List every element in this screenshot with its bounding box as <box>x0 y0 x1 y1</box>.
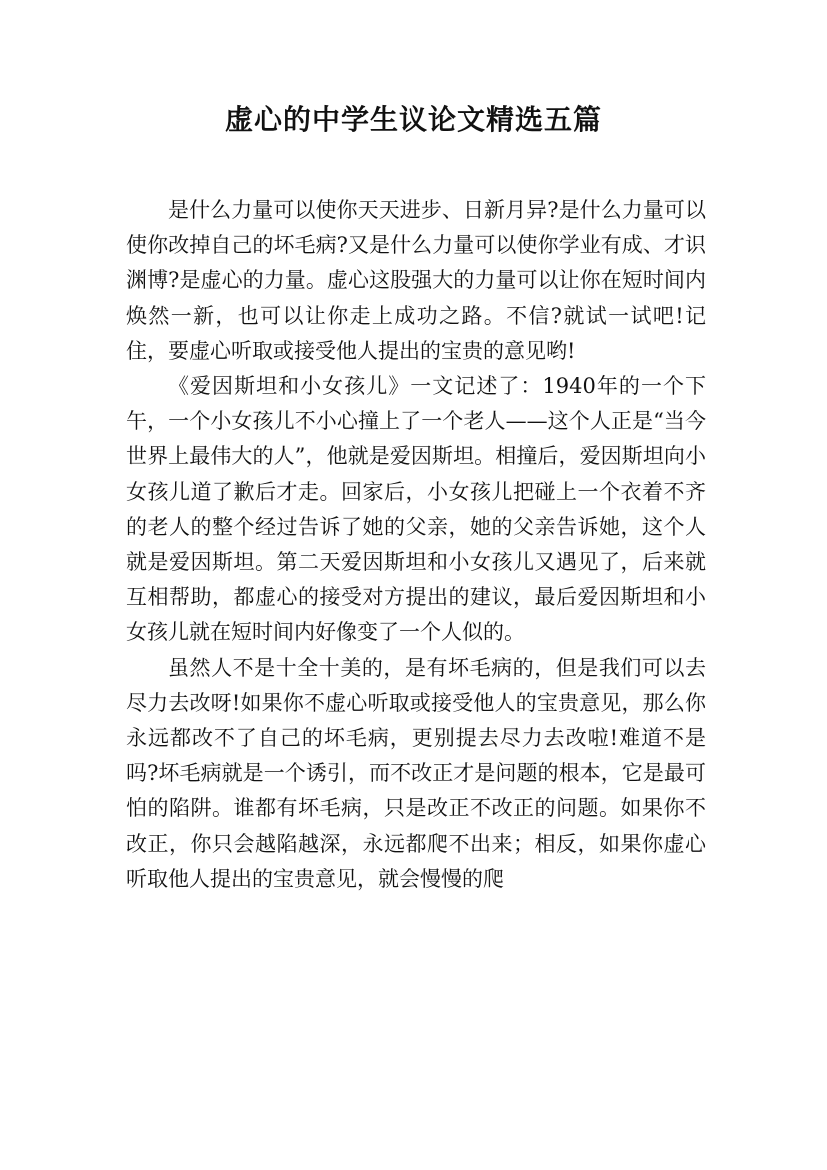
paragraph-1: 是什么力量可以使你天天进步、日新月异?是什么力量可以使你改掉自己的坏毛病?又是什么力量可以使你学业有成、才识渊博?是虚心的力量。虚心这股强大的力量可以让你在短时间内焕然一新，也可以让你走上成功之路。不信?就试一试吧!记住，要虚心听取或接受他人提出的宝贵的意见哟! <box>126 198 706 363</box>
document-title: 虚心的中学生议论文精选五篇 <box>224 103 602 136</box>
paragraph-3: 虽然人不是十全十美的，是有坏毛病的，但是我们可以去尽力去改呀!如果你不虚心听取或接受他人的宝贵意见，那么你永远都改不了自己的坏毛病，更别提去尽力去改啦!难道不是吗?坏毛病就是一个诱引，而不改正才是问题的根本，它是最可怕的陷阱。谁都有坏毛病，只是改正不改正的问题。如果你不改正，你只会越陷越深，永远都爬不出来；相反，如果你虚心听取他人提出的宝贵意见，就会慢慢的爬 <box>126 655 706 891</box>
paragraph-2: 《爱因斯坦和小女孩儿》一文记述了：1940年的一个下午，一个小女孩儿不小心撞上了一个老人——这个人正是“当今世界上最伟大的人”，他就是爱因斯坦。相撞后，爱因斯坦向小女孩儿道了歉后才走。回家后，小女孩儿把碰上一个衣着不齐的老人的整个经过告诉了她的父亲，她的父亲告诉她，这个人就是爱因斯坦。第二天爱因斯坦和小女孩儿又遇见了，后来就互相帮助，都虚心的接受对方提出的建议，最后爱因斯坦和小女孩儿就在短时间内好像变了一个人似的。 <box>126 374 706 645</box>
document-body <box>126 193 706 897</box>
